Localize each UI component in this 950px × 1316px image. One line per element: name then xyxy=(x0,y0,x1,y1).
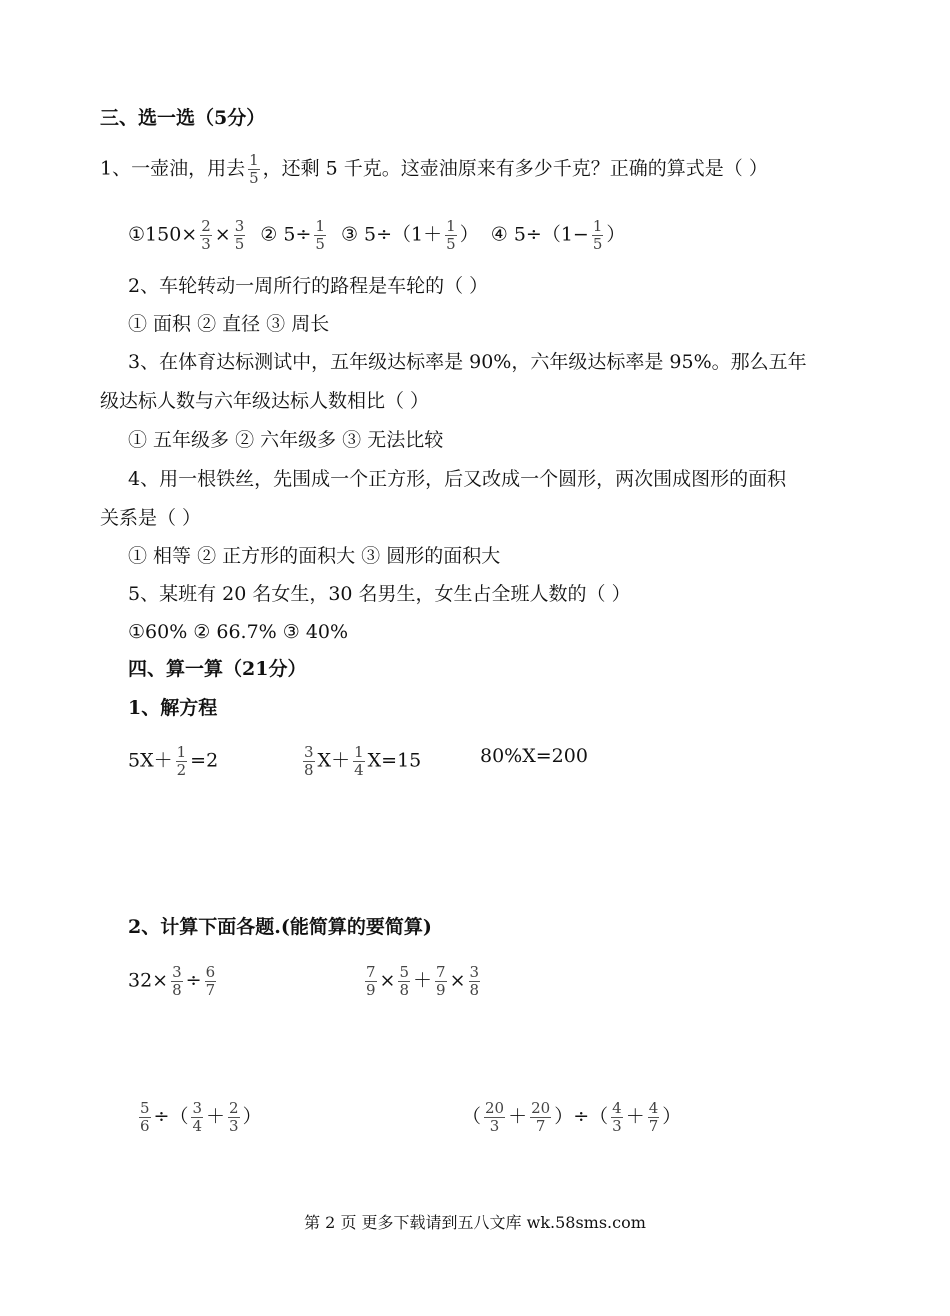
q1-text-post: ，还剩 5 千克。这壶油原来有多少千克？正确的算式是（ ） xyxy=(262,157,768,180)
question-3-line-1: 3、在体育达标测试中，五年级达标率是 90%，六年级达标率是 95%。那么五年 xyxy=(128,351,807,373)
subsection-calculation-title: 2、计算下面各题.(能简算的要简算) xyxy=(128,916,432,938)
fraction: $\frac{1}{4}$ xyxy=(354,743,364,779)
calculation-3: $\frac{5}{6}$ ÷（ $\frac{3}{4}$ ＋ $\frac{2}{3}$ ） xyxy=(140,1099,262,1135)
calculation-1: 32× $\frac{3}{8}$ ÷ $\frac{6}{7}$ xyxy=(128,963,216,999)
fraction: $\frac{1}{2}$ xyxy=(176,743,187,779)
section-3-title: 三、选一选（5分） xyxy=(100,107,266,129)
calculation-4: （ $\frac{20}{3}$ ＋ $\frac{20}{7}$ ）÷（ $\frac{4}{3}$ ＋ $\frac{4}{7}$ ） xyxy=(462,1099,682,1135)
question-3-line-2: 级达标人数与六年级达标人数相比（ ） xyxy=(100,390,430,412)
fraction: $\frac{5}{8}$ xyxy=(399,963,410,999)
fraction: $\frac{1}{5}$ xyxy=(446,217,456,253)
page-footer: 第 2 页 更多下载请到五八文库 wk.58sms.com xyxy=(304,1213,646,1232)
question-3-options: ① 五年级多 ② 六年级多 ③ 无法比较 xyxy=(128,429,444,451)
question-2: 2、车轮转动一周所行的路程是车轮的（ ） xyxy=(128,275,489,297)
question-4-line-2: 关系是（ ） xyxy=(100,507,202,529)
subsection-equations-title: 1、解方程 xyxy=(128,697,218,719)
question-5: 5、某班有 20 名女生，30 名男生，女生占全班人数的（ ） xyxy=(128,583,631,605)
fraction: $\frac{3}{5}$ xyxy=(234,217,245,253)
fraction: $\frac{3}{8}$ xyxy=(304,743,314,779)
fraction: $\frac{2}{3}$ xyxy=(201,217,211,253)
fraction: $\frac{1}{5}$ xyxy=(592,217,603,253)
question-4-line-1: 4、用一根铁丝，先围成一个正方形，后又改成一个圆形，两次围成图形的面积 xyxy=(128,468,787,490)
equation-3: 80%X=200 xyxy=(480,745,588,767)
fraction: $\frac{7}{9}$ xyxy=(436,963,446,999)
fraction: $\frac{3}{8}$ xyxy=(172,963,182,999)
fraction: $\frac{20}{3}$ xyxy=(485,1099,505,1135)
section-4-title: 四、算一算（21分） xyxy=(128,658,307,680)
fraction: $\frac{3}{4}$ xyxy=(192,1099,203,1135)
fraction: $\frac{4}{3}$ xyxy=(612,1099,622,1135)
fraction: $\frac{7}{9}$ xyxy=(366,963,376,999)
question-5-options: ①60% ② 66.7% ③ 40% xyxy=(128,621,349,643)
question-1-options: ①150× $\frac{2}{3}$ × $\frac{3}{5}$ ② 5÷ $\frac{1}{5}$ ③ 5÷（1＋ $\frac{1}{5}$ ） ④ 5÷（1− $\frac{1}{5}$ ） xyxy=(128,217,626,253)
fraction: $\frac{1}{5}$ xyxy=(315,217,325,253)
question-1 xyxy=(100,152,768,187)
fraction: $\frac{4}{7}$ xyxy=(648,1099,659,1135)
fraction: $\frac{6}{7}$ xyxy=(205,963,216,999)
equation-1: 5X＋ $\frac{1}{2}$ =2 xyxy=(128,743,219,779)
fraction: $\frac{1}{5}$ xyxy=(249,151,259,187)
fraction: $\frac{3}{8}$ xyxy=(469,963,480,999)
question-2-options: ① 面积 ② 直径 ③ 周长 xyxy=(128,313,330,335)
question-4-options: ① 相等 ② 正方形的面积大 ③ 圆形的面积大 xyxy=(128,545,501,567)
calculation-2: $\frac{7}{9}$ × $\frac{5}{8}$ ＋ $\frac{7}{9}$ × $\frac{3}{8}$ xyxy=(366,963,480,999)
fraction: $\frac{20}{7}$ xyxy=(531,1099,551,1135)
q1-text-pre: 1、一壶油，用去 xyxy=(100,157,246,180)
equation-2: $\frac{3}{8}$ X＋ $\frac{1}{4}$ X=15 xyxy=(304,743,422,779)
fraction: $\frac{5}{6}$ xyxy=(140,1099,150,1135)
fraction: $\frac{2}{3}$ xyxy=(229,1099,239,1135)
